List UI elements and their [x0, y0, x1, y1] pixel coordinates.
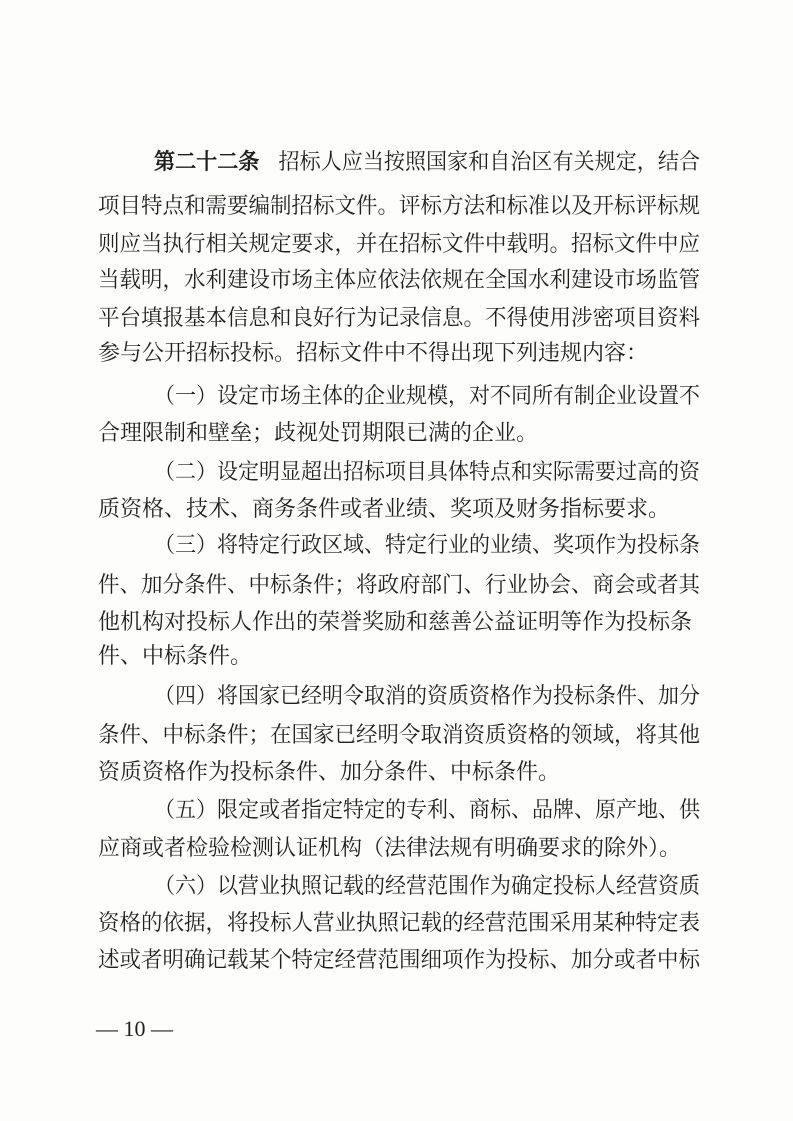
item-line: 资格的依据，将投标人营业执照记载的经营范围采用某种特定表: [98, 911, 701, 936]
article-first-line-text: 招标人应当按照国家和自治区有关规定，结合: [278, 150, 701, 175]
item-line: 资质资格作为投标条件、加分条件、中标条件。: [98, 760, 561, 785]
article-line: 平台填报基本信息和良好行为记录信息。不得使用涉密项目资料: [98, 306, 701, 331]
article-line: 参与公开招标投标。招标文件中不得出现下列违规内容：: [98, 341, 649, 366]
article-number: 第二十二条: [154, 150, 260, 175]
article-line: 则应当执行相关规定要求，并在招标文件中载明。招标文件中应: [98, 232, 701, 257]
item-line: 件、加分条件、中标条件；将政府部门、行业协会、商会或者其: [98, 573, 701, 598]
item-line: 述或者明确记载某个特定经营范围细项作为投标、加分或者中标: [98, 948, 701, 973]
item-line: 合理限制和壁垒；歧视处罚期限已满的企业。: [98, 421, 539, 446]
item-first-line: （六）以营业执照记载的经营范围作为确定投标人经营资质: [154, 874, 701, 899]
item-first-line: （三）将特定行政区域、特定行业的业绩、奖项作为投标条: [154, 533, 701, 558]
article-line: 当载明，水利建设市场主体应依法依规在全国水利建设市场监管: [98, 268, 701, 293]
item-first-line: （一）设定市场主体的企业规模，对不同所有制企业设置不: [154, 384, 701, 409]
item-line: 质资格、技术、商务条件或者业绩、奖项及财务指标要求。: [98, 497, 671, 522]
article-line: 项目特点和需要编制招标文件。评标方法和标准以及开标评标规: [98, 194, 701, 219]
item-first-line: （四）将国家已经明令取消的资质资格作为投标条件、加分: [154, 684, 701, 709]
item-line: 应商或者检验检测认证机构（法律法规有明确要求的除外）。: [98, 836, 682, 861]
item-first-line: （五）限定或者指定特定的专利、商标、品牌、原产地、供: [154, 798, 701, 823]
page-number: — 10 —: [96, 1016, 173, 1041]
item-line: 他机构对投标人作出的荣誉奖励和慈善公益证明等作为投标条: [98, 610, 693, 635]
item-line: 条件、中标条件；在国家已经明令取消资质资格的领域，将其他: [98, 723, 701, 748]
item-line: 件、中标条件。: [98, 644, 253, 669]
article-first-line: [154, 150, 700, 176]
item-first-line: （二）设定明显超出招标项目具体特点和实际需要过高的资: [154, 460, 701, 485]
